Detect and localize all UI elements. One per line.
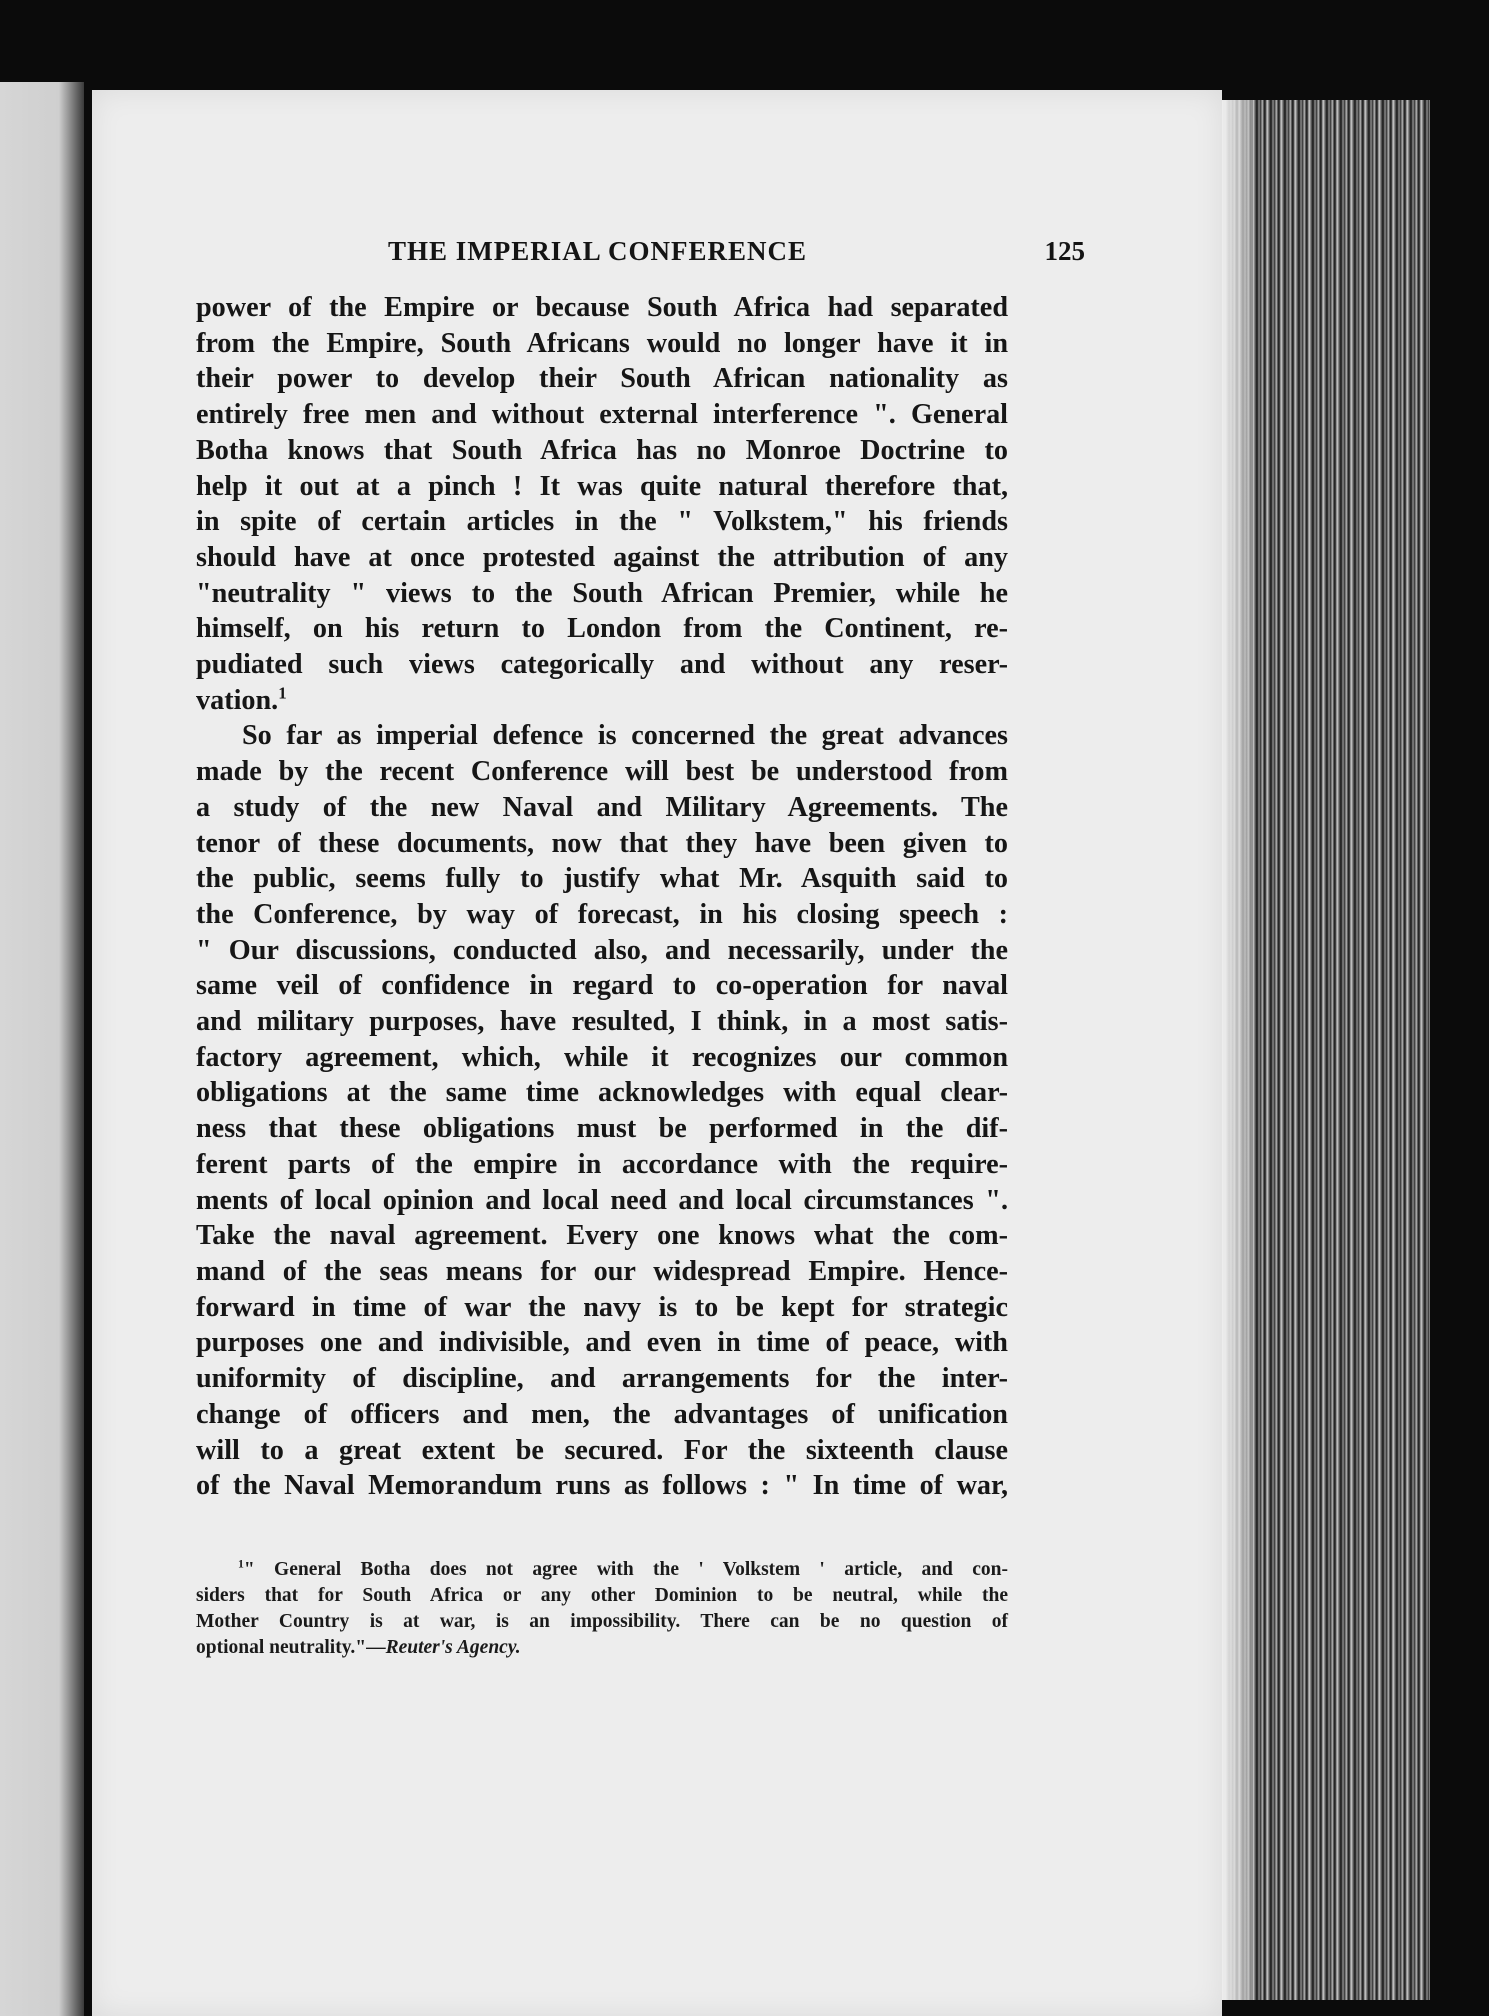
running-head — [245, 236, 1085, 276]
text-line: and military purposes, have resulted, I think, in a most satis- — [196, 1006, 1008, 1038]
text-line: vation. — [196, 684, 279, 716]
text-line: factory agreement, which, while it recognizes our common — [196, 1041, 1008, 1073]
text-line: power of the Empire or because South Africa had separated — [196, 292, 1008, 323]
text-line: " Our discussions, conducted also, and necessarily, under the — [196, 934, 1008, 966]
text-line: the public, seems fully to justify what Mr. Asquith said to — [196, 863, 1008, 895]
text-line: of the Naval Memorandum runs as follows : " In time of war, — [196, 1470, 1008, 1502]
text-line: change of officers and men, the advantages of unification — [196, 1398, 1008, 1430]
footnote-reference: 1 — [278, 683, 287, 703]
text-line: ness that these obligations must be performed in the dif- — [196, 1113, 1008, 1145]
footnote-line: Mother Country is at war, is an impossibility. There can be no question of — [196, 1611, 1008, 1632]
adjacent-page-edge — [0, 82, 84, 2016]
running-head-title: THE IMPERIAL CONFERENCE — [388, 236, 808, 266]
text-line: uniformity of discipline, and arrangements for the inter- — [196, 1363, 1008, 1395]
text-line: purposes one and indivisible, and even in time of peace, with — [196, 1327, 1008, 1359]
text-line: tenor of these documents, now that they have been given to — [196, 827, 1008, 859]
footnote-line: siders that for South Africa or any other Dominion to be neutral, while the — [196, 1585, 1008, 1606]
footnote-text: " General Botha does not agree with the ' Volkstem ' article, and con- — [243, 1559, 1008, 1580]
text-line: ments of local opinion and local need and local circumstances ". — [196, 1184, 1008, 1216]
text-line: their power to develop their South African nationality as — [196, 363, 1008, 395]
text-line: Take the naval agreement. Every one knows what the com- — [196, 1220, 1008, 1252]
footnote-marker: 1 — [238, 1557, 244, 1571]
footnote-text: optional neutrality."— — [196, 1637, 386, 1658]
footnote-source: Reuter's Agency. — [385, 1637, 521, 1658]
paragraph-continued — [196, 290, 1008, 718]
text-line: in spite of certain articles in the " Volkstem," his friends — [196, 506, 1008, 538]
footnote-line — [196, 1557, 1008, 1583]
text-line: "neutrality " views to the South African Premier, while he — [196, 577, 1008, 609]
body-text — [196, 290, 1008, 1504]
text-line: forward in time of war the navy is to be kept for strategic — [196, 1291, 1008, 1323]
text-line: pudiated such views categorically and without any reser- — [196, 649, 1008, 681]
text-line: himself, on his return to London from the Continent, re- — [196, 613, 1008, 645]
text-line: entirely free men and without external interference ". General — [196, 399, 1008, 431]
text-line: should have at once protested against the attribution of any — [196, 541, 1008, 573]
text-line-with-footnote-ref — [196, 683, 1008, 719]
text-line: will to a great extent be secured. For the sixteenth clause — [196, 1434, 1008, 1466]
text-line: So far as imperial defence is concerned the great advances — [242, 720, 1008, 752]
text-line: obligations at the same time acknowledges with equal clear- — [196, 1077, 1008, 1109]
text-line: from the Empire, South Africans would no longer have it in — [196, 327, 1008, 359]
footnote — [196, 1557, 1008, 1661]
footnote-line — [196, 1635, 1008, 1661]
text-line: Botha knows that South Africa has no Monroe Doctrine to — [196, 434, 1008, 466]
page-stack-edges — [1222, 100, 1430, 2000]
paragraph — [196, 718, 1008, 1503]
text-line: ferent parts of the empire in accordance with the require- — [196, 1148, 1008, 1180]
text-line: help it out at a pinch ! It was quite natural therefore that, — [196, 470, 1008, 502]
text-line: a study of the new Naval and Military Agreements. The — [196, 791, 1008, 823]
text-line: made by the recent Conference will best be understood from — [196, 756, 1008, 788]
text-line: mand of the seas means for our widespread Empire. Hence- — [196, 1255, 1008, 1287]
text-line: same veil of confidence in regard to co-operation for naval — [196, 970, 1008, 1002]
page-number: 125 — [1044, 236, 1085, 266]
text-line: the Conference, by way of forecast, in his closing speech : — [196, 898, 1008, 930]
